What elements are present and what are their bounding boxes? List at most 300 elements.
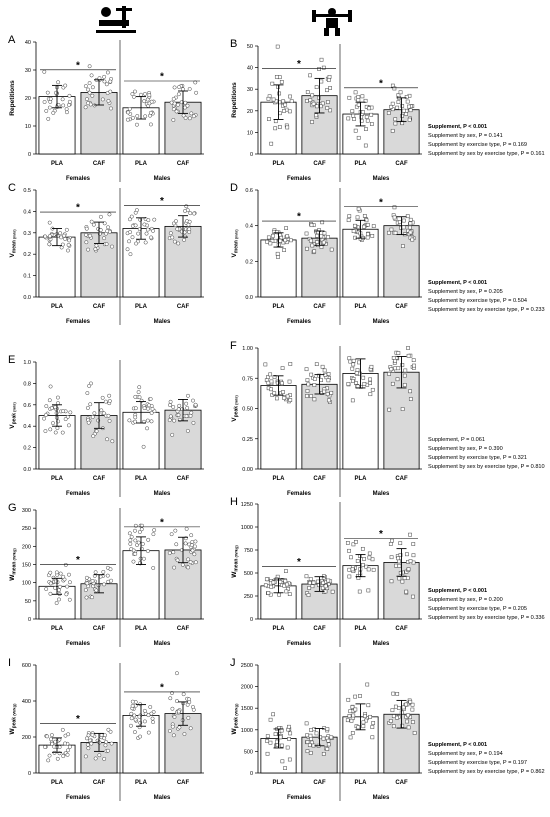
data-point: [352, 363, 355, 366]
data-point: [266, 735, 269, 738]
data-point: [408, 533, 411, 536]
data-point: [327, 399, 330, 402]
data-point: [264, 584, 267, 587]
data-point: [284, 239, 287, 242]
data-point: [152, 532, 155, 535]
data-point: [104, 740, 107, 743]
data-point: [276, 45, 279, 48]
data-point: [150, 100, 153, 103]
data-point: [129, 724, 132, 727]
group-label: Males: [372, 795, 390, 801]
stats-line: Supplement by exercise type, P = 0.169: [428, 142, 527, 148]
x-tick-label: CAF: [313, 304, 326, 310]
data-point: [110, 245, 113, 248]
data-point: [177, 85, 180, 88]
stats-line: Supplement by sex, P = 0.390: [428, 446, 503, 452]
data-point: [172, 566, 175, 569]
data-point: [62, 234, 65, 237]
data-point: [46, 759, 49, 762]
data-point: [351, 731, 354, 734]
x-tick-label: CAF: [92, 161, 106, 167]
data-point: [310, 224, 313, 227]
data-point: [326, 747, 329, 750]
data-point: [327, 78, 330, 81]
data-point: [151, 229, 154, 232]
y-tick-label: 20: [24, 96, 31, 102]
data-point: [330, 391, 333, 394]
data-point: [267, 97, 270, 100]
data-point: [361, 547, 364, 550]
data-point: [68, 745, 71, 748]
data-point: [175, 543, 178, 546]
stats-line: Supplement by sex, P = 0.205: [428, 289, 503, 295]
data-point: [320, 80, 323, 83]
data-point: [183, 732, 186, 735]
data-point: [173, 102, 176, 105]
data-point: [284, 570, 287, 573]
data-point: [102, 412, 105, 415]
data-point: [190, 112, 193, 115]
data-point: [347, 117, 350, 120]
data-point: [85, 241, 88, 244]
data-point: [313, 398, 316, 401]
y-axis-label: [231, 545, 240, 578]
data-point: [190, 533, 193, 536]
data-point: [354, 708, 357, 711]
group-label: Females: [286, 491, 312, 497]
data-point: [107, 728, 110, 731]
y-tick-label: 20: [246, 108, 253, 115]
stats-block: [428, 124, 545, 157]
stats-line: Supplement by exercise type, P = 0.504: [428, 298, 527, 304]
data-point: [184, 542, 187, 545]
data-point: [91, 579, 94, 582]
data-point: [176, 559, 179, 562]
y-axis-label: [9, 229, 18, 258]
data-point: [151, 717, 154, 720]
data-point: [66, 249, 69, 252]
data-point: [404, 112, 407, 115]
y-tick-label: 100: [21, 580, 31, 587]
data-point: [276, 252, 279, 255]
data-point: [287, 725, 290, 728]
data-point: [354, 129, 357, 132]
data-point: [280, 729, 283, 732]
data-point: [43, 235, 46, 238]
data-point: [361, 563, 364, 566]
data-point: [102, 236, 105, 239]
data-point: [289, 362, 292, 365]
data-point: [147, 404, 150, 407]
data-point: [322, 241, 325, 244]
data-point: [146, 228, 149, 231]
data-point: [282, 248, 285, 251]
y-axis-label: [231, 395, 240, 422]
data-point: [186, 406, 189, 409]
data-point: [49, 582, 52, 585]
data-point: [393, 216, 396, 219]
x-tick-label: PLA: [272, 304, 285, 310]
data-point: [101, 396, 104, 399]
significance-star: *: [160, 71, 164, 83]
data-point: [349, 710, 352, 713]
x-tick-label: PLA: [354, 780, 367, 786]
data-point: [274, 120, 277, 123]
y-axis-label-main: Repetitions: [9, 80, 16, 116]
data-point: [403, 576, 406, 579]
x-tick-label: PLA: [51, 476, 63, 482]
data-point: [43, 70, 46, 73]
data-point: [403, 374, 406, 377]
data-point: [305, 394, 308, 397]
y-axis-label-unit: (m/s): [11, 229, 17, 241]
data-point: [105, 242, 108, 245]
data-point: [288, 380, 291, 383]
data-point: [45, 109, 48, 112]
data-point: [184, 101, 187, 104]
data-point: [406, 100, 409, 103]
y-tick-label: 500: [243, 571, 253, 577]
significance-star: *: [297, 211, 301, 223]
data-point: [315, 363, 318, 366]
x-tick-label: PLA: [51, 626, 63, 632]
data-point: [406, 215, 409, 218]
data-point: [128, 230, 131, 233]
data-point: [362, 225, 365, 228]
data-point: [356, 368, 359, 371]
data-point: [66, 753, 69, 756]
data-point: [45, 404, 48, 407]
data-point: [106, 574, 109, 577]
data-point: [315, 86, 318, 89]
data-point: [351, 568, 354, 571]
x-tick-label: CAF: [395, 780, 408, 786]
data-point: [305, 232, 308, 235]
y-axis-label-main: V: [231, 417, 238, 422]
data-point: [405, 720, 408, 723]
data-point: [86, 406, 89, 409]
data-point: [58, 585, 61, 588]
stats-line: Supplement, P = 0.061: [428, 437, 485, 443]
data-point: [129, 252, 132, 255]
data-point: [171, 707, 174, 710]
data-point: [188, 87, 191, 90]
data-point: [352, 230, 355, 233]
data-point: [52, 576, 55, 579]
data-point: [191, 399, 194, 402]
data-point: [328, 75, 331, 78]
data-point: [313, 383, 316, 386]
data-point: [315, 240, 318, 243]
data-point: [133, 90, 136, 93]
data-point: [188, 700, 191, 703]
y-axis-label-unit: (W/kg): [233, 703, 239, 717]
y-tick-label: 1000: [240, 727, 253, 734]
data-point: [392, 692, 395, 695]
y-axis-label-unit: (W/kg): [11, 703, 17, 717]
x-tick-label: PLA: [51, 304, 63, 310]
data-point: [148, 93, 151, 96]
y-tick-label: 40: [24, 40, 31, 46]
data-point: [106, 226, 109, 229]
x-tick-label: PLA: [135, 626, 147, 632]
data-point: [143, 720, 146, 723]
data-point: [173, 86, 176, 89]
y-axis-label: [9, 703, 18, 735]
data-point: [411, 238, 414, 241]
data-point: [182, 114, 185, 117]
data-point: [53, 586, 56, 589]
y-axis-label-unit: (W/kg): [233, 545, 239, 559]
y-tick-label: 0.6: [23, 402, 31, 409]
y-tick-label: 0.2: [23, 445, 31, 452]
y-axis-label-subscript: mean: [11, 240, 18, 254]
data-point: [134, 718, 137, 721]
y-axis-label: [9, 80, 16, 116]
data-point: [147, 731, 150, 734]
data-point: [145, 232, 148, 235]
y-axis-label-subscript: peak: [233, 716, 240, 729]
x-tick-label: PLA: [272, 476, 285, 482]
data-point: [390, 539, 393, 542]
data-point: [322, 575, 325, 578]
data-point: [348, 215, 351, 218]
data-point: [352, 714, 355, 717]
stats-line: Supplement by exercise type, P = 0.321: [428, 455, 527, 461]
y-axis-label-main: W: [231, 571, 238, 578]
data-point: [390, 556, 393, 559]
data-point: [409, 700, 412, 703]
data-point: [64, 417, 67, 420]
data-point: [399, 542, 402, 545]
y-axis-label-main: V: [9, 424, 16, 429]
data-point: [53, 751, 56, 754]
data-point: [177, 710, 180, 713]
data-point: [358, 590, 361, 593]
data-point: [57, 588, 60, 591]
data-point: [176, 227, 179, 230]
data-point: [390, 368, 393, 371]
stats-line: Supplement by sex by exercise type, P = 0.161: [428, 151, 545, 157]
data-point: [305, 575, 308, 578]
data-point: [87, 384, 90, 387]
data-point: [274, 733, 277, 736]
data-point: [323, 390, 326, 393]
data-point: [106, 229, 109, 232]
data-point: [371, 736, 374, 739]
data-point: [130, 535, 133, 538]
data-point: [412, 364, 415, 367]
x-tick-label: CAF: [92, 626, 106, 632]
data-point: [186, 558, 189, 561]
data-point: [43, 745, 46, 748]
significance-star: *: [297, 58, 301, 70]
data-point: [269, 242, 272, 245]
y-axis-label-main: W: [9, 728, 16, 735]
y-axis-label-main: W: [9, 574, 16, 581]
x-tick-label: CAF: [176, 780, 190, 786]
data-point: [308, 74, 311, 77]
data-point: [130, 547, 133, 550]
data-point: [54, 406, 57, 409]
panel-letter: F: [230, 340, 237, 352]
data-point: [194, 540, 197, 543]
data-point: [88, 234, 91, 237]
data-point: [189, 414, 192, 417]
data-point: [390, 228, 393, 231]
data-point: [352, 114, 355, 117]
data-point: [56, 426, 59, 429]
y-tick-label: 1000: [240, 525, 253, 531]
data-point: [322, 581, 325, 584]
data-point: [55, 601, 58, 604]
data-point: [358, 372, 361, 375]
data-point: [58, 232, 61, 235]
panel-letter: I: [8, 657, 12, 669]
data-point: [87, 747, 90, 750]
data-point: [66, 733, 69, 736]
group-label: Males: [153, 491, 171, 497]
data-point: [322, 737, 325, 740]
data-point: [347, 698, 350, 701]
significance-star: *: [160, 196, 164, 208]
data-point: [177, 413, 180, 416]
data-point: [407, 354, 410, 357]
data-point: [285, 590, 288, 593]
data-point: [409, 109, 412, 112]
data-point: [356, 559, 359, 562]
data-point: [347, 382, 350, 385]
data-point: [108, 419, 111, 422]
y-axis-label-subscript: mean: [233, 558, 240, 572]
data-point: [61, 431, 64, 434]
data-point: [330, 736, 333, 739]
data-point: [138, 385, 141, 388]
data-point: [352, 117, 355, 120]
data-point: [281, 100, 284, 103]
data-point: [54, 740, 57, 743]
y-tick-label: 1.0: [23, 360, 31, 366]
data-point: [50, 406, 53, 409]
data-point: [184, 402, 187, 405]
data-point: [45, 735, 48, 738]
data-point: [50, 733, 53, 736]
x-tick-label: CAF: [313, 476, 326, 482]
significance-star: *: [297, 557, 301, 569]
significance-star: *: [379, 197, 383, 209]
y-axis-label-main: W: [231, 728, 238, 735]
data-point: [88, 91, 91, 94]
significance-star: *: [76, 60, 80, 72]
data-point: [51, 421, 54, 424]
data-point: [398, 220, 401, 223]
data-point: [191, 549, 194, 552]
data-point: [67, 103, 70, 106]
data-point: [137, 390, 140, 393]
data-point: [61, 98, 64, 101]
x-tick-label: PLA: [354, 161, 367, 167]
data-point: [102, 570, 105, 573]
data-point: [142, 445, 145, 448]
data-point: [390, 580, 393, 583]
stats-block: [428, 742, 545, 775]
data-point: [152, 566, 155, 569]
data-point: [402, 226, 405, 229]
data-point: [357, 207, 360, 210]
data-point: [393, 87, 396, 90]
data-point: [395, 716, 398, 719]
data-point: [349, 736, 352, 739]
data-point: [88, 81, 91, 84]
data-point: [401, 245, 404, 248]
data-point: [138, 530, 141, 533]
data-point: [85, 576, 88, 579]
y-tick-label: 0: [27, 771, 31, 777]
data-point: [67, 243, 70, 246]
data-point: [347, 219, 350, 222]
y-tick-label: 400: [21, 699, 31, 705]
data-point: [54, 431, 57, 434]
data-point: [353, 236, 356, 239]
data-point: [412, 359, 415, 362]
data-point: [409, 231, 412, 234]
data-point: [363, 382, 366, 385]
data-point: [151, 407, 154, 410]
data-point: [269, 718, 272, 721]
data-point: [307, 383, 310, 386]
data-point: [183, 235, 186, 238]
data-point: [89, 403, 92, 406]
data-point: [186, 104, 189, 107]
data-point: [102, 757, 105, 760]
group-label: Females: [65, 319, 91, 325]
data-point: [178, 726, 181, 729]
data-point: [311, 94, 314, 97]
y-tick-label: 200: [21, 735, 31, 741]
data-point: [286, 126, 289, 129]
data-point: [289, 732, 292, 735]
data-point: [305, 368, 308, 371]
panel-A: [8, 34, 204, 182]
data-point: [305, 99, 308, 102]
data-point: [126, 248, 129, 251]
data-point: [177, 407, 180, 410]
data-point: [138, 396, 141, 399]
data-point: [185, 205, 188, 208]
stats-line: Supplement by sex, P = 0.200: [428, 597, 503, 603]
data-point: [126, 111, 129, 114]
y-tick-label: 0.75: [242, 376, 253, 383]
data-point: [130, 215, 133, 218]
panel-letter: D: [230, 182, 238, 194]
data-point: [103, 737, 106, 740]
data-point: [168, 551, 171, 554]
data-point: [369, 715, 372, 718]
data-point: [172, 550, 175, 553]
panel-E: [8, 354, 204, 497]
y-tick-label: 0.0: [23, 467, 31, 473]
x-tick-label: PLA: [135, 780, 147, 786]
data-point: [48, 399, 51, 402]
data-point: [173, 715, 176, 718]
group-label: Males: [153, 176, 171, 182]
data-point: [366, 119, 369, 122]
stats-line: Supplement by exercise type, P = 0.197: [428, 760, 527, 766]
data-point: [149, 123, 152, 126]
panel-letter: A: [8, 34, 16, 46]
data-point: [49, 428, 52, 431]
data-point: [171, 433, 174, 436]
